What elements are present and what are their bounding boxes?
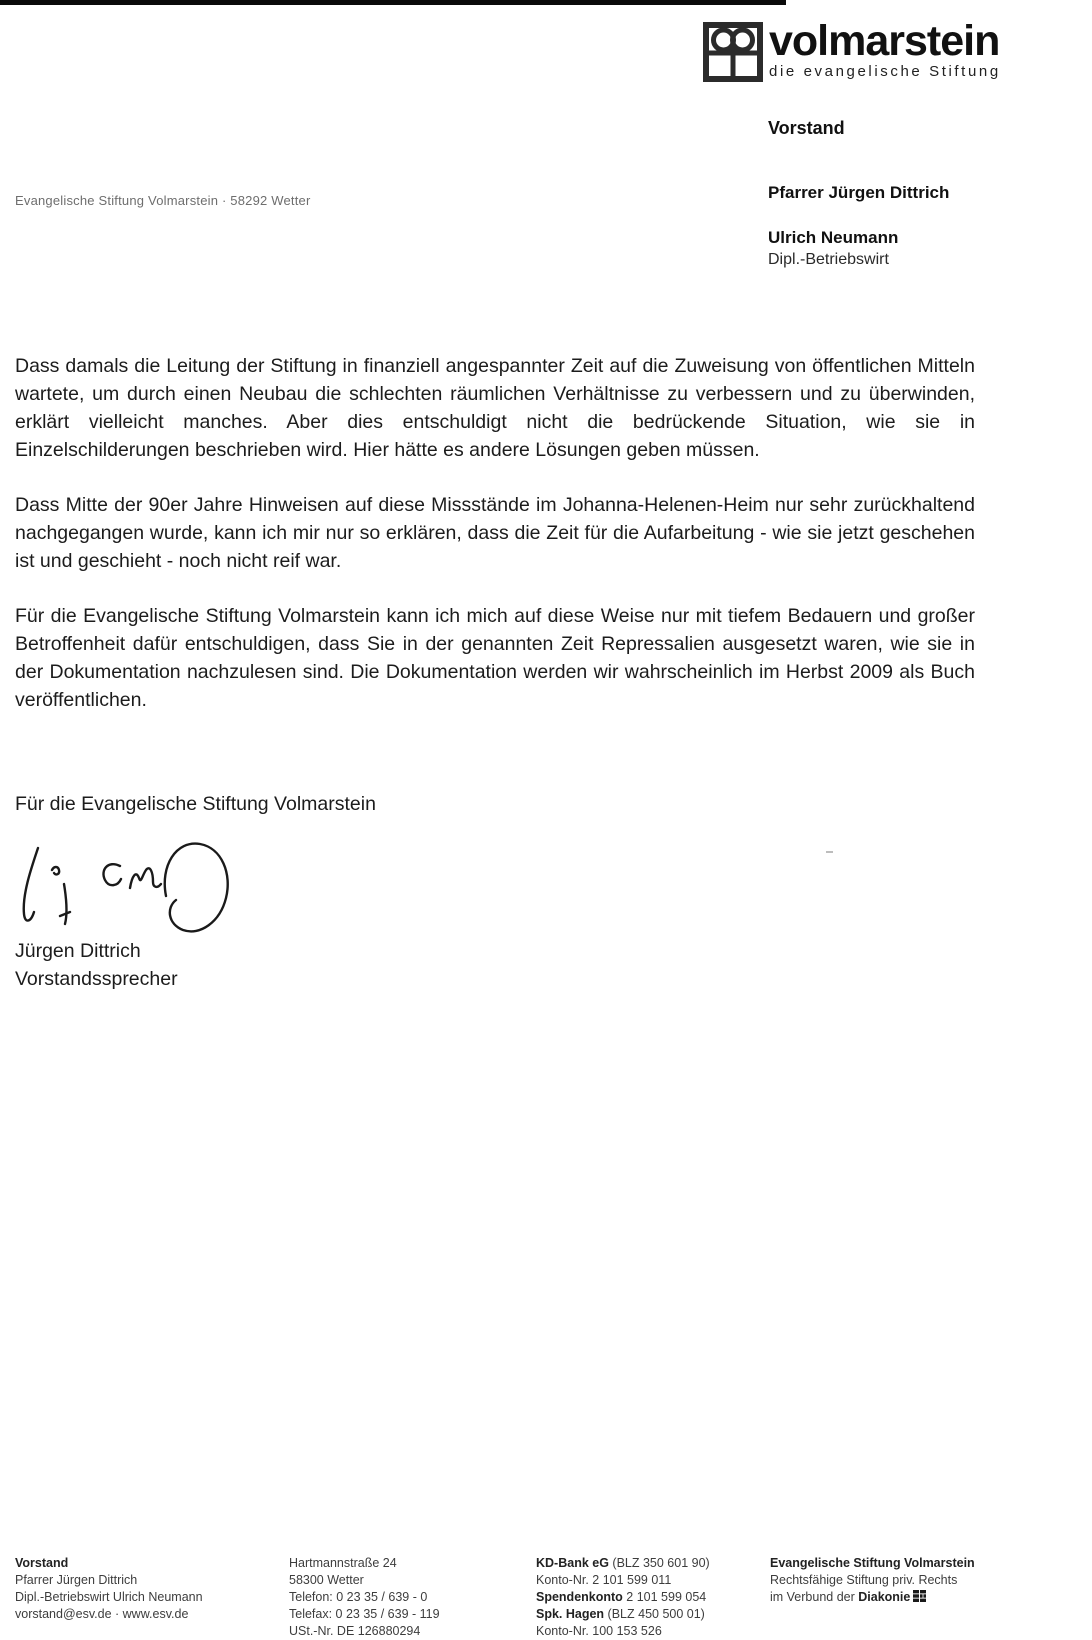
footer-spendenkonto-nr: 2 101 599 054 [622, 1590, 707, 1604]
footer-diakonie-line [770, 1589, 975, 1606]
window-logo-icon [703, 22, 763, 82]
scan-edge-line [0, 0, 786, 5]
footer-col1-title: Vorstand [15, 1556, 69, 1570]
brand-text [769, 17, 1001, 80]
footer-telefax: Telefax: 0 23 35 / 639 - 119 [289, 1607, 440, 1621]
letter-body [15, 352, 975, 714]
footer-spk-name: Spk. Hagen [536, 1607, 605, 1621]
contact-person-2: Ulrich Neumann [768, 228, 899, 247]
section-label: Vorstand [768, 118, 845, 138]
footer-city: 58300 Wetter [289, 1573, 364, 1587]
body-paragraph-2: Dass Mitte der 90er Jahre Hinweisen auf diese Missstände im Johanna-Helenen-Heim nur sehr zurückhaltend nachgegangen wurde, kann ich mir nur so erklären, dass die Zeit für die Aufarbeitung - wie sie jetzt geschehen ist und geschieht - noch nicht reif war. [15, 494, 975, 572]
footer-bank-blz: (BLZ 350 601 90) [608, 1556, 710, 1570]
scan-artifact [826, 851, 833, 853]
letterhead [703, 17, 1063, 138]
signer-title: Vorstandssprecher [15, 968, 178, 990]
signer-name: Jürgen Dittrich [15, 940, 141, 962]
footer-spendenkonto-line [536, 1589, 710, 1606]
brand-name: volmarstein [769, 17, 1000, 65]
footer-ust-nr: USt.-Nr. DE 126880294 [289, 1624, 421, 1638]
contact-person-1: Pfarrer Jürgen Dittrich [768, 183, 950, 202]
footer-street: Hartmannstraße 24 [289, 1556, 397, 1570]
footer-diakonie-prefix: im Verbund der [770, 1590, 859, 1604]
sender-line: Evangelische Stiftung Volmarstein · 58292 Wetter [15, 193, 311, 208]
footer-col1-line: Dipl.-Betriebswirt Ulrich Neumann [15, 1590, 203, 1604]
footer-konto-nr-1: Konto-Nr. 2 101 599 011 [536, 1573, 672, 1587]
footer-diakonie-label: Diakonie [858, 1590, 911, 1604]
footer-column-stiftung [770, 1555, 975, 1606]
handwritten-signature [8, 832, 243, 944]
closing-line: Für die Evangelische Stiftung Volmarstein [15, 793, 376, 815]
footer-spk-blz: (BLZ 450 500 01) [604, 1607, 705, 1621]
body-paragraph-3: Für die Evangelische Stiftung Volmarstein kann ich mich auf diese Weise nur mit tiefem Bedauern und großer Betroffenheit dafür entschuldigen, dass Sie in der genannten Zeit Repressalien ausgesetzt waren, wie sie in der Dokumentation nachzulesen sind. Die Dokumentation werden wir wahrscheinlich im Herbst 2009 als Buch veröffentlichen. [15, 605, 975, 711]
footer-email-website: vorstand@esv.de · www.esv.de [15, 1607, 189, 1621]
footer-spk-line [536, 1606, 710, 1623]
footer-stiftung-name: Evangelische Stiftung Volmarstein [770, 1556, 975, 1570]
footer-col1-line: Pfarrer Jürgen Dittrich [15, 1573, 138, 1587]
footer-column-bank [536, 1555, 710, 1640]
brand-row [703, 17, 1063, 82]
footer-spendenkonto-label: Spendenkonto [536, 1590, 623, 1604]
diakonie-crest-icon [913, 1590, 926, 1602]
body-paragraph-1: Dass damals die Leitung der Stiftung in finanziell angespannter Zeit auf die Zuweisung von öffentlichen Mitteln wartete, um durch einen Neubau die schlechten räumlichen Verhältnisse zu verbessern und zu überwinden, erklärt vielleicht manches. Aber dies entschuldigt nicht die bedrückende Situation, wie sie in Einzelschilderungen beschrieben wird. Hier hätte es andere Lösungen geben müssen. [15, 355, 975, 461]
footer-telefon: Telefon: 0 23 35 / 639 - 0 [289, 1590, 428, 1604]
footer-column-vorstand [15, 1555, 203, 1623]
footer-stiftung-legal: Rechtsfähige Stiftung priv. Rechts [770, 1573, 958, 1587]
footer-bank-line [536, 1555, 710, 1572]
footer-konto-nr-2: Konto-Nr. 100 153 526 [536, 1624, 662, 1638]
brand-subtitle: die evangelische Stiftung [769, 63, 1001, 80]
contact-person-2-title: Dipl.-Betriebswirt [768, 251, 889, 268]
footer-bank-name: KD-Bank eG [536, 1556, 609, 1570]
footer-column-address [289, 1555, 440, 1640]
